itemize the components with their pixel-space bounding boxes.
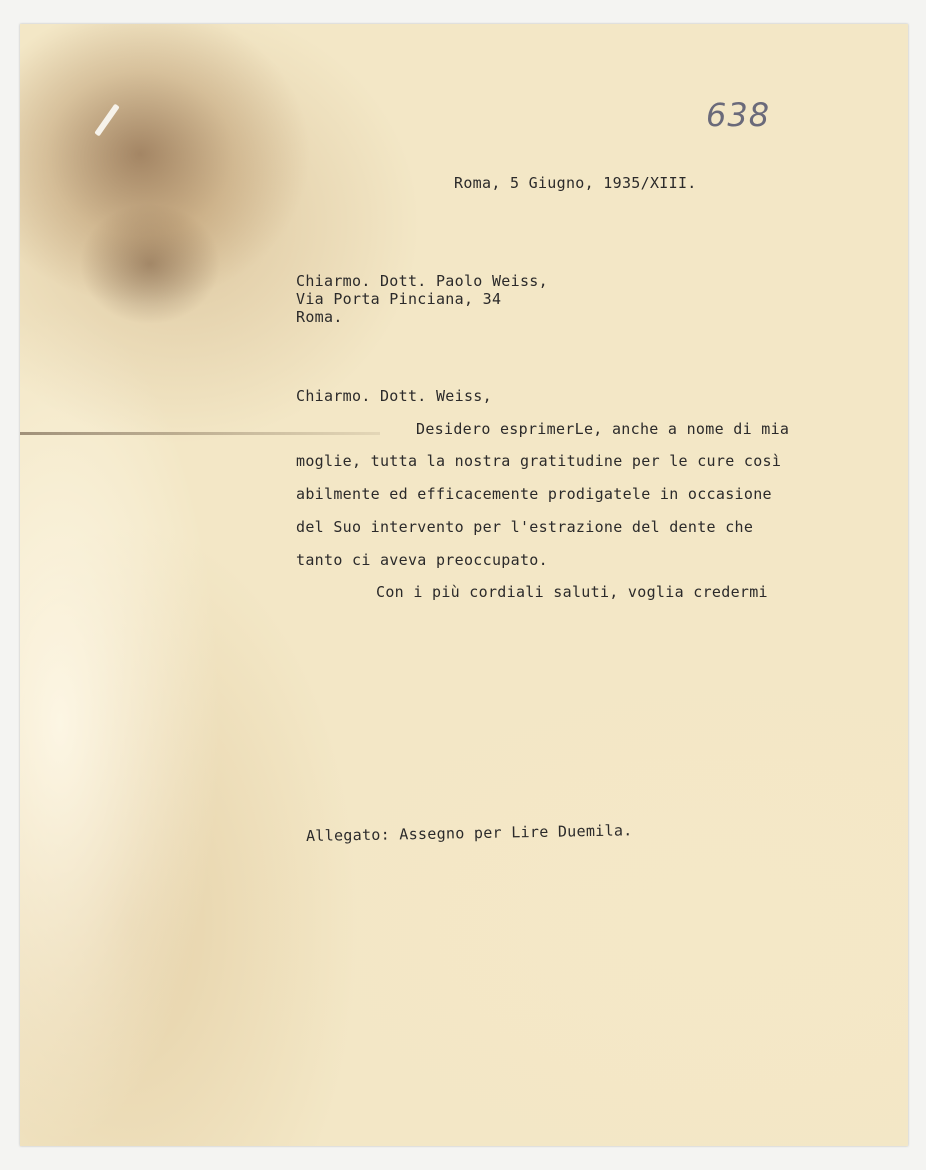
salutation: Chiarmo. Dott. Weiss, bbox=[296, 387, 492, 405]
body-line: Desidero esprimerLe, anche a nome di mia bbox=[416, 420, 790, 438]
address-line: Via Porta Pinciana, 34 bbox=[296, 290, 502, 308]
address-line: Roma. bbox=[296, 308, 343, 326]
body-line: del Suo intervento per l'estrazione del dente che bbox=[296, 518, 754, 536]
fold-crease bbox=[20, 432, 380, 435]
archive-number: 638 bbox=[706, 96, 771, 134]
body-line: moglie, tutta la nostra gratitudine per le cure così bbox=[296, 452, 782, 470]
address-line: Chiarmo. Dott. Paolo Weiss, bbox=[296, 272, 548, 290]
enclosure-note: Allegato: Assegno per Lire Duemila. bbox=[305, 821, 633, 845]
body-line: abilmente ed efficacemente prodigatele in occasione bbox=[296, 485, 772, 503]
closing-line: Con i più cordiali saluti, voglia credermi bbox=[376, 583, 768, 601]
letter-date: Roma, 5 Giugno, 1935/XIII. bbox=[454, 174, 697, 192]
body-line: tanto ci aveva preoccupato. bbox=[296, 551, 548, 569]
